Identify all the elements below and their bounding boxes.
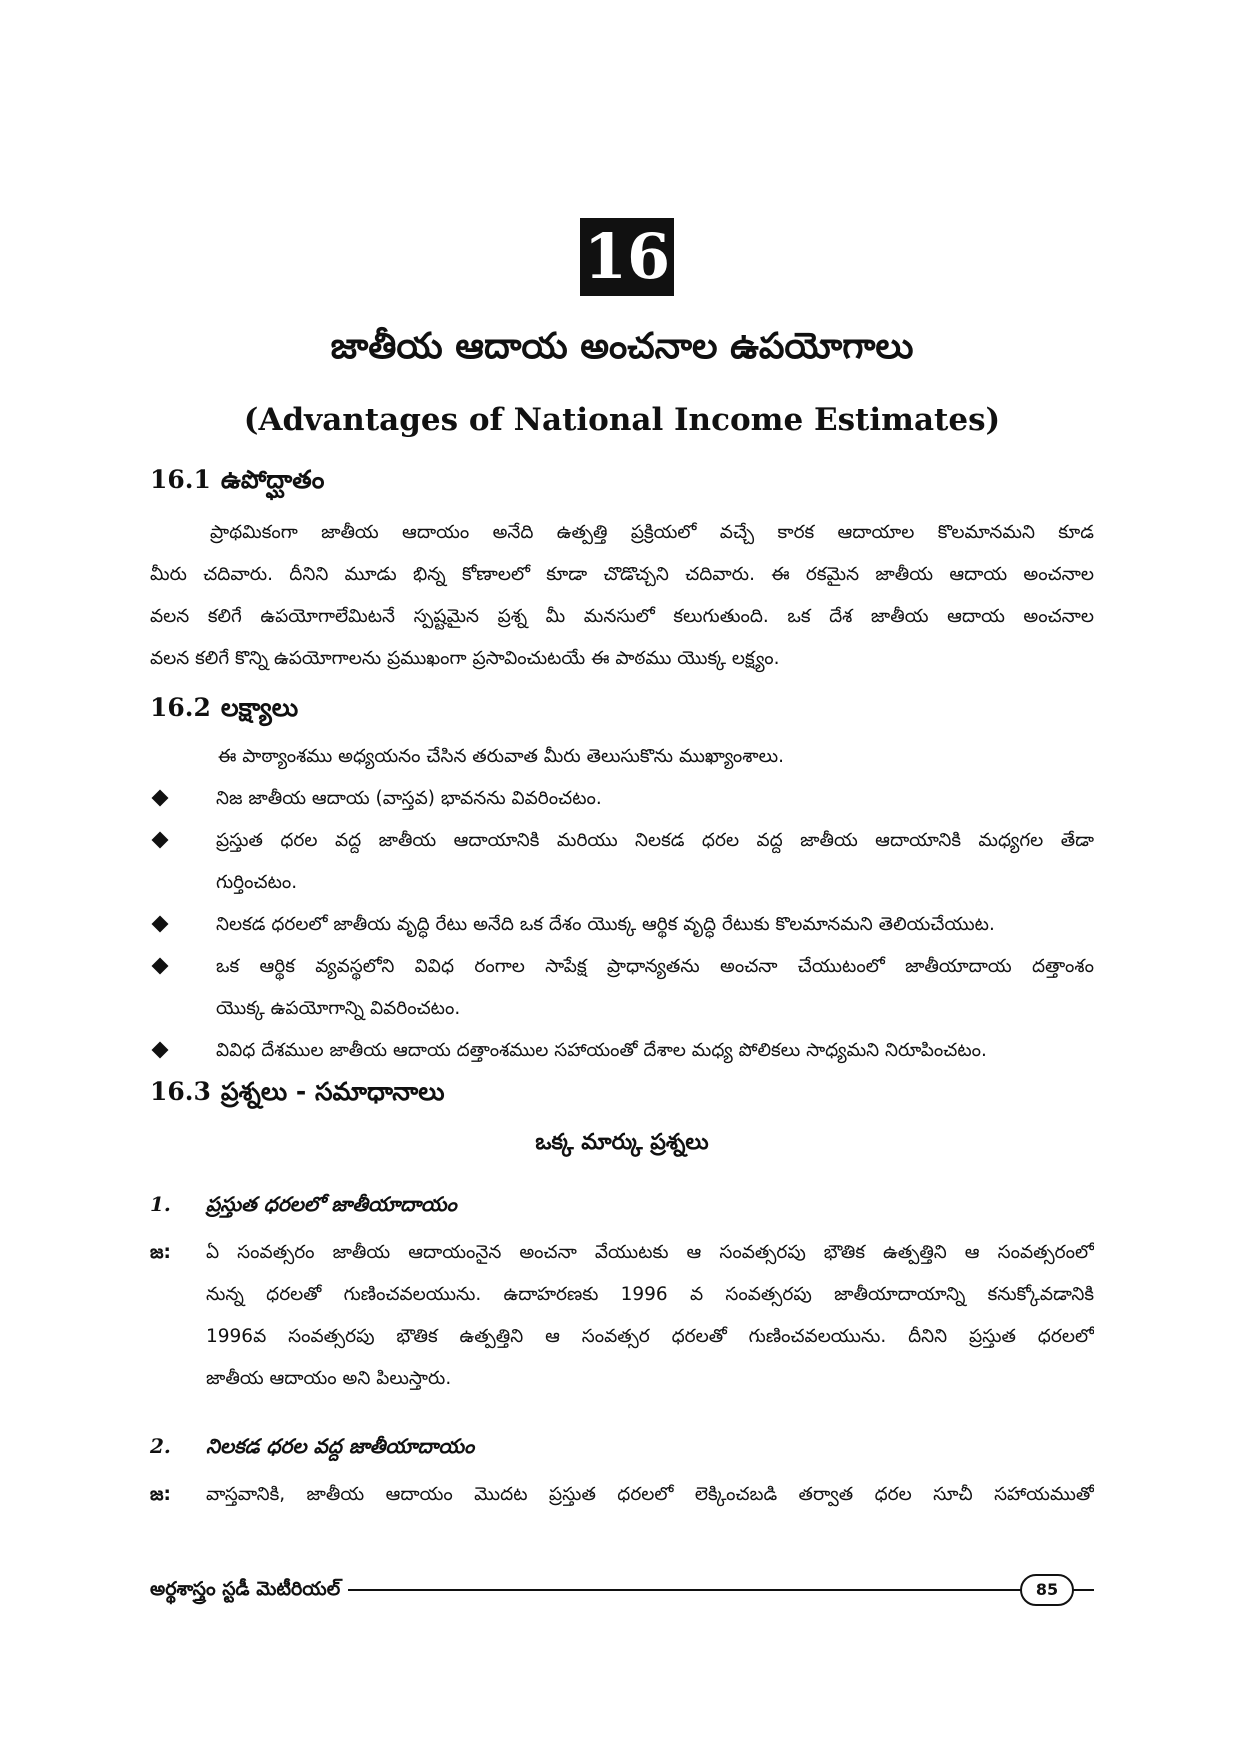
answer-line: వాస్తవానికి, జాతీయ ఆదాయం మొదట ప్రస్తుత ధరలలో లెక్కించబడి తర్వాత ధరల సూచీ సహాయముతో	[206, 1484, 1094, 1505]
chapter-title-english: (Advantages of National Income Estimates)	[243, 402, 1001, 438]
question-number: 2.	[150, 1434, 171, 1458]
footer-book-title: అర్థశాస్త్రం స్టడీ మెటీరియల్	[150, 1575, 348, 1603]
page-footer	[150, 1569, 1094, 1609]
objective-text: నిలకడ ధరలలో జాతీయ వృద్ధి రేటు అనేది ఒక దేశం యొక్క ఆర్థిక వృద్ధి రేటుకు కొలమానమని తెలియచేయుట.	[216, 914, 995, 935]
diamond-bullet-icon	[152, 832, 169, 849]
diamond-bullet-icon	[152, 916, 169, 933]
paragraph-line: వలన కలిగే కొన్ని ఉపయోగాలను ప్రముఖంగా ప్రసావించుటయే ఈ పాఠము యొక్క లక్ష్యం.	[150, 648, 780, 669]
answer-label: జ:	[150, 1242, 171, 1263]
section-title: ప్రశ్నలు - సమాధానాలు	[220, 1077, 445, 1106]
diamond-bullet-icon	[152, 1042, 169, 1059]
answer-line: నున్న ధరలతో గుణించవలయును. ఉదాహరణకు 1996 వ సంవత్సరపు జాతీయాదాయాన్ని కనుక్కోవడానికి	[206, 1284, 1094, 1305]
question-text: నిలకడ ధరల వద్ద జాతీయాదాయం	[206, 1434, 475, 1458]
diamond-bullet-icon	[152, 790, 169, 807]
answer-line: ఏ సంవత్సరం జాతీయ ఆదాయంనైన అంచనా వేయుటకు ఆ సంవత్సరపు భౌతిక ఉత్పత్తిని ఆ సంవత్సరంలో	[206, 1242, 1094, 1263]
objective-text: గుర్తించటం.	[216, 872, 298, 893]
chapter-title-telugu: జాతీయ ఆదాయ అంచనాల ఉపయోగాలు	[330, 326, 914, 367]
question-number: 1.	[150, 1192, 171, 1216]
chapter-number: 16	[580, 218, 674, 296]
answer-line: జాతీయ ఆదాయం అని పిలుస్తారు.	[206, 1368, 452, 1389]
section-heading-16-3	[150, 1074, 445, 1110]
question-text: ప్రస్తుత ధరలలో జాతీయాదాయం	[206, 1192, 457, 1216]
section-heading-16-2	[150, 690, 298, 726]
section-title: లక్ష్యాలు	[220, 693, 299, 722]
objective-text: ప్రస్తుత ధరల వద్ద జాతీయ ఆదాయానికి మరియు నిలకడ ధరల వద్ద జాతీయ ఆదాయానికి మధ్యగల తేడా	[216, 830, 1094, 851]
section-number: 16.3	[150, 1077, 211, 1106]
objective-text: వివిధ దేశముల జాతీయ ఆదాయ దత్తాంశముల సహాయంతో దేశాల మధ్య పోలికలు సాధ్యమని నిరూపించటం.	[216, 1040, 987, 1061]
paragraph-line: వలన కలిగే ఉపయోగాలేమిటనే స్పష్టమైన ప్రశ్న మీ మనసులో కలుగుతుంది. ఒక దేశ జాతీయ ఆదాయ అంచనాల	[150, 606, 1094, 627]
one-mark-questions-heading: ఒక్క మార్కు ప్రశ్నలు	[535, 1130, 709, 1155]
section-heading-16-1	[150, 462, 324, 498]
objectives-intro: ఈ పాఠ్యాంశము అధ్యయనం చేసిన తరువాత మీరు తెలుసుకొను ముఖ్యాంశాలు.	[218, 746, 785, 767]
diamond-bullet-icon	[152, 958, 169, 975]
objective-text: ఒక ఆర్థిక వ్యవస్థలోని వివిధ రంగాల సాపేక్ష ప్రాధాన్యతను అంచనా చేయుటంలో జాతీయాదాయ దత్తాంశం	[216, 956, 1094, 977]
paragraph-line: ప్రాథమికంగా జాతీయ ఆదాయం అనేది ఉత్పత్తి ప్రక్రియలో వచ్చే కారక ఆదాయాల కొలమానమని కూడ	[210, 522, 1094, 543]
answer-label: జ:	[150, 1484, 171, 1505]
document-page	[150, 0, 1094, 1754]
paragraph-line: మీరు చదివారు. దీనిని మూడు భిన్న కోణాలలో కూడా చొడొచ్చని చదివారు. ఈ రకమైన జాతీయ ఆదాయ అంచనాల	[150, 564, 1094, 585]
section-number: 16.2	[150, 693, 211, 722]
section-number: 16.1	[150, 465, 211, 494]
section-title: ఉపోద్ఘాతం	[220, 465, 325, 494]
intro-paragraph	[150, 512, 1094, 680]
answer-line: 1996వ సంవత్సరపు భౌతిక ఉత్పత్తిని ఆ సంవత్సర ధరలతో గుణించవలయును. దీనిని ప్రస్తుత ధరలలో	[206, 1326, 1094, 1347]
page-number: 85	[1020, 1574, 1074, 1606]
objective-text: యొక్క ఉపయోగాన్ని వివరించటం.	[216, 998, 461, 1019]
objective-text: నిజ జాతీయ ఆదాయ (వాస్తవ) భావనను వివరించటం.	[216, 788, 602, 809]
